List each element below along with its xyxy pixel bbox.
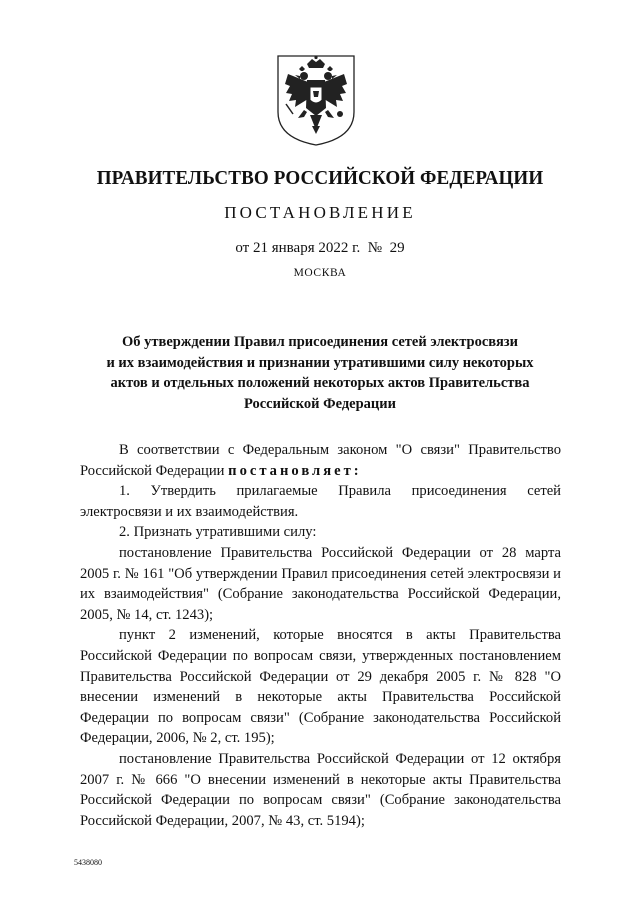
city: МОСКВА xyxy=(293,267,347,279)
date-and-number: от 21 января 2022 г. № 29 xyxy=(235,240,405,256)
preamble-text: В соответствии с Федеральным законом "О связи" Правительство Российской Федерации xyxy=(80,442,561,479)
item-1: 1. Утвердить прилагаемые Правила присоединения сетей электросвязи и их взаимодействия. xyxy=(80,483,561,520)
title-line: и их взаимодействия и признании утратившими силу некоторых xyxy=(106,354,534,371)
emblem xyxy=(274,52,358,148)
government-name: ПРАВИТЕЛЬСТВО РОССИЙСКОЙ ФЕДЕРАЦИИ xyxy=(96,167,544,189)
repealed-act-3: постановление Правительства Российской Федерации от 12 октября 2007 г. № 666 "О внесении изменений в некоторые акты Правительства Российской Федерации по вопросам связи" (Собрание законодательства Российской Федерации, 2007, № 43, ст. 5194); xyxy=(80,750,561,829)
repealed-act-1: постановление Правительства Российской Федерации от 28 марта 2005 г. № 161 "Об утверждении Правил присоединения сетей электросвязи и их взаимодействия" (Собрание законодательства Российской Федерации, 2005, № 14, ст. 1243); xyxy=(80,544,561,623)
russian-coat-of-arms-icon xyxy=(274,52,358,148)
title-line: актов и отдельных положений некоторых актов Правительства xyxy=(110,375,530,391)
preamble-paragraph xyxy=(80,440,561,481)
title-line: Российской Федерации xyxy=(243,395,396,412)
item-2: 2. Признать утратившими силу: xyxy=(119,524,317,541)
document-body xyxy=(80,440,561,831)
document-code: 5438080 xyxy=(74,858,102,867)
title-line: Об утверждении Правил присоединения сетей электросвязи xyxy=(122,334,518,350)
decrees-word: постановляет: xyxy=(228,462,362,479)
document-title xyxy=(80,332,560,414)
document-type: ПОСТАНОВЛЕНИЕ xyxy=(224,203,416,222)
repealed-act-2: пункт 2 изменений, которые вносятся в акты Правительства Российской Федерации по вопросам связи, утвержденных постановлением Правительства Российской Федерации от 29 декабря 2005 г. № 828 "О внесении изменений в некоторые акты Правительства Российской Федерации по вопросам связи" (Собрание законодательства Российской Федерации, 2006, № 2, ст. 195); xyxy=(80,627,561,747)
